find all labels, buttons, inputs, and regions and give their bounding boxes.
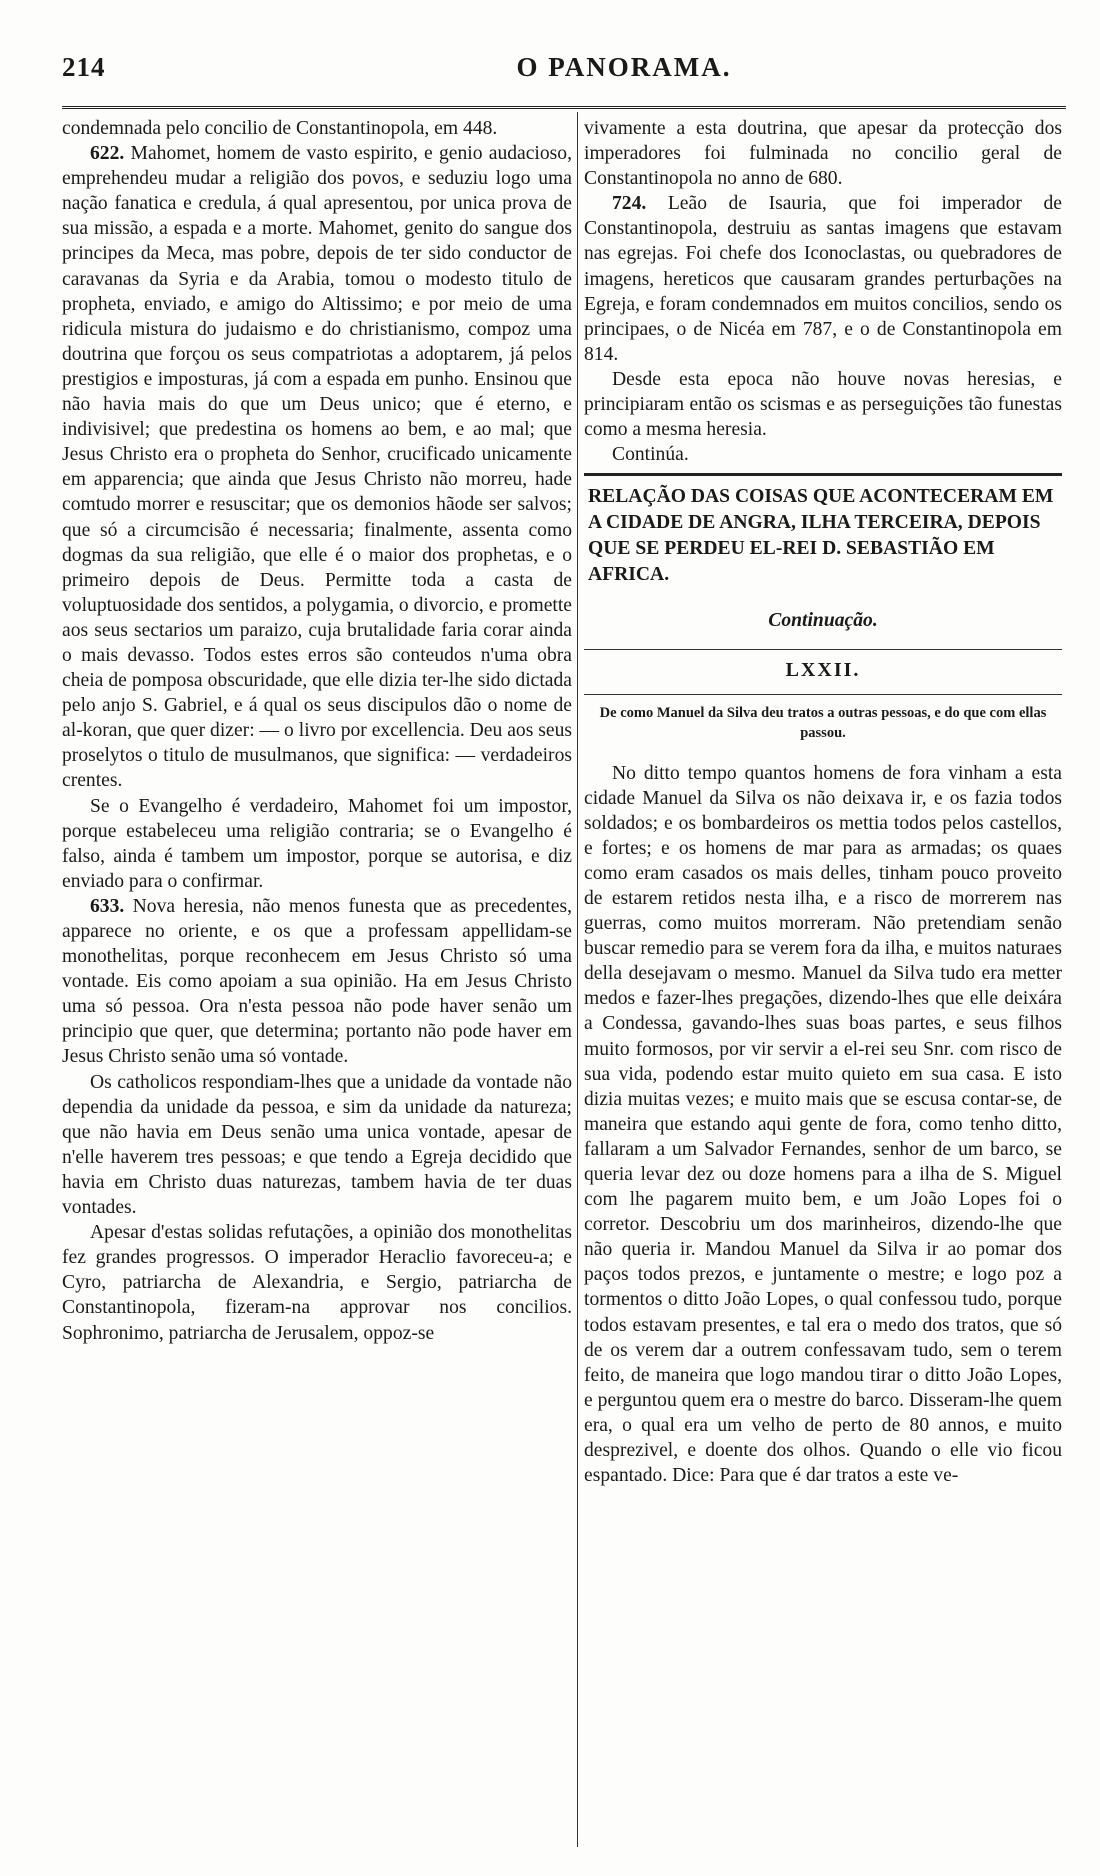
paragraph-number: 633. (90, 895, 125, 917)
paragraph-text: Apesar d'estas solidas refutações, a opinião dos monothelitas fez grandes progressos. O imperador Heraclio favoreceu-a; e Cyro, patriarcha de Alexandria, e Sergio, patriarcha de Constantinopola, fizeram-na approvar nos concilios. Sophronimo, patriarcha de Jerusalem, oppoz-se (62, 1222, 572, 1344)
paragraph-text: Nova heresia, não menos funesta que as precedentes, apparece no oriente, e os que a professam appellidam-se monothelitas, porque reconhecem em Jesus Christo só uma vontade. Eis como apoiam a sua opinião. Ha em Jesus Christo uma só pessoa. Ora n'esta pessoa não pode haver senão um principio que quer, que determina; portanto não pode haver em Jesus Christo senão uma só vontade. (62, 895, 572, 1068)
chapter-number: LXXII. (785, 659, 861, 682)
paragraph-text: Se o Evangelho é verdadeiro, Mahomet foi um impostor, porque estabeleceu uma religião contraria; se o Evangelho é falso, ainda é tambem um impostor, porque se autorisa, e diz enviado para o confirmar. (62, 795, 572, 892)
paragraph-number: 622. (90, 143, 125, 165)
paragraph (62, 116, 572, 141)
paragraph (584, 367, 1062, 442)
page-header (62, 48, 1066, 90)
paragraph (584, 761, 1062, 1489)
paragraph (62, 1220, 572, 1345)
paragraph (62, 1070, 572, 1221)
continuacao-label: Continuação. (768, 610, 878, 632)
paragraph-number: 724. (612, 193, 647, 215)
paragraph (62, 894, 572, 1070)
paragraph-text: Desde esta epoca não houve novas heresias, e principiaram então os scismas e as perseguições tão funestas como a mesma heresia. (584, 368, 1062, 441)
paragraph-text: Mahomet, homem de vasto espirito, e genio audacioso, emprehendeu mudar a religião dos povos, e seduziu logo uma nação fanatica e credula, á qual apresentou, por unica prova de sua missão, a espada e a morte. Mahomet, genito do sangue dos principes da Meca, mas pobre, depois de ter sido conductor de caravanas da Syria e da Arabia, tomou o modesto titulo de propheta, enviado, e amigo do Altissimo; e por meio de uma ridicula mistura do judaismo e do christianismo, compoz uma doutrina que forçou os seus compatriotas a adoptarem, já pelos prestigios e imposturas, já com a espada em punho. Ensinou que não havia mais do que um Deus unico; que é eterno, e indivisivel; que predestina os homens ao bem, e ao mal; que Jesus Christo era o propheta do Senhor, crucificado unicamente em apparencia; que ainda que Jesus Christo não morreu, hade comtudo morrer e resuscitar; que os demonios hãode ser salvos; que só a circumcisão é necessaria; finalmente, assenta como dogmas da sua religião, que elle é o maior dos prophetas, e o primeiro depois de Deus. Permitte toda a casta de voluptuosidade dos sentidos, a polygamia, o divorcio, e promette aos seus sectarios um paraizo, cuja brutalidade faria corar ainda o mais devasso. Todos estes erros são conteudos n'uma obra cheia de pomposa obscuridade, que elle dizia ter-lhe sido dictada pelo anjo S. Gabriel, e á qual os seus discipulos dão o nome de al-koran, que quer dizer: — o livro por excellencia. Deu aos seus proselytos o titulo de musulmanos, que significa: — verdadeiros crentes. (62, 143, 572, 792)
paragraph (62, 141, 572, 793)
paragraph (584, 191, 1062, 367)
paragraph-text: vivamente a esta doutrina, que apesar da protecção dos imperadores foi fulminada no concilio geral de Constantinopola no anno de 680. (584, 118, 1062, 190)
paragraph-text: Leão de Isauria, que foi imperador de Constantinopola, destruiu as santas imagens que estavam nas egrejas. Foi chefe dos Iconoclastas, ou quebradores de imagens, hereticos que causaram grandes perturbações na Egreja, e foram condemnados em muitos concilios, sendo os principaes, o de Nicéa em 787, e o de Constantinopola em 814. (584, 193, 1062, 365)
paragraph-text: No ditto tempo quantos homens de fora vinham a esta cidade Manuel da Silva os não deixava ir, e os fazia todos soldados; e os bombardeiros os mettia todos pelos castellos, e fortes; e os homens de mar para as armadas; os quaes como eram casados os mais delles, tinham pouco proveito de estarem retidos nesta ilha, e a risco de morrerem nas guerras, como muitos morreram. Não pretendiam senão buscar remedio para se verem fora da ilha, e muitos naturaes della desejavam o mesmo. Manuel da Silva tudo era metter medos e fazer-lhes pregações, dizendo-lhes que elle deixára a Condessa, gavando-lhes suas boas partes, e seus filhos muito formosos, por vir servir a el-rei seu Snr. com risco de sua vida, podendo estar muito quieto em sua casa. E isto dizia muitas vezes; e muito mais que se escusa contar-se, de maneira que estando aqui gente de fora, como tenho ditto, fallaram a um Salvador Fernandes, senhor de um barco, se queria levar dez ou doze homens para a ilha de S. Miguel com lhe pagarem muito bem, e um João Lopes foi o corretor. Descobriu um dos marinheiros, dizendo-lhe que não queria ir. Mandou Manuel da Silva ir ao pomar dos paços todos prezos, e juntamente o mestre; e logo poz a tormentos o ditto João Lopes, o qual confessou tudo, porque todos estavam presentes, e tal era o medo dos tratos, que só de os verem dar a outrem confessavam tudo, sem o terem feito, de maneira que logo mandou tirar o ditto João Lopes, e perguntou quem era o mestre do barco. Disseram-lhe quem era, o qual era um velho de perto de 80 annos, e muito desprezivel, e doente dos olhos. Quando o elle vio ficou espantado. Dice: Para que é dar tratos a este ve- (584, 762, 1062, 1487)
section-rule (584, 473, 1062, 476)
chapter-summary: De como Manuel da Silva deu tratos a outras pessoas, e do que com ellas passou. (599, 704, 1047, 741)
page-number: 214 (62, 52, 106, 82)
section-title: RELAÇÃO DAS COISAS QUE ACONTECERAM EM A CIDADE DE ANGRA, ILHA TERCEIRA, DEPOIS QUE SE PERDEU EL-REI D. SEBASTIÃO EM AFRICA. (588, 486, 1054, 586)
paragraph (584, 116, 1062, 191)
continua-note: Continúa. (612, 444, 689, 466)
running-title: O PANORAMA. (516, 52, 732, 82)
paragraph (62, 794, 572, 894)
left-column (62, 116, 572, 1846)
paragraph-text: Os catholicos respondiam-lhes que a unidade da vontade não dependia da unidade da pessoa, e sim da unidade da natureza; que não havia em Deus senão uma unica vontade, apesar de n'elle haverem tres pessoas; e que tendo a Egreja decidido que havia em Christo duas naturezas, tambem havia de ter duas vontades. (62, 1071, 572, 1219)
right-column (584, 116, 1062, 1846)
paragraph-text: condemnada pelo concilio de Constantinopola, em 448. (62, 118, 498, 139)
column-divider (577, 112, 578, 1847)
header-rule (62, 106, 1066, 109)
chapter-rule (584, 649, 1062, 650)
chapter-rule (584, 694, 1062, 695)
